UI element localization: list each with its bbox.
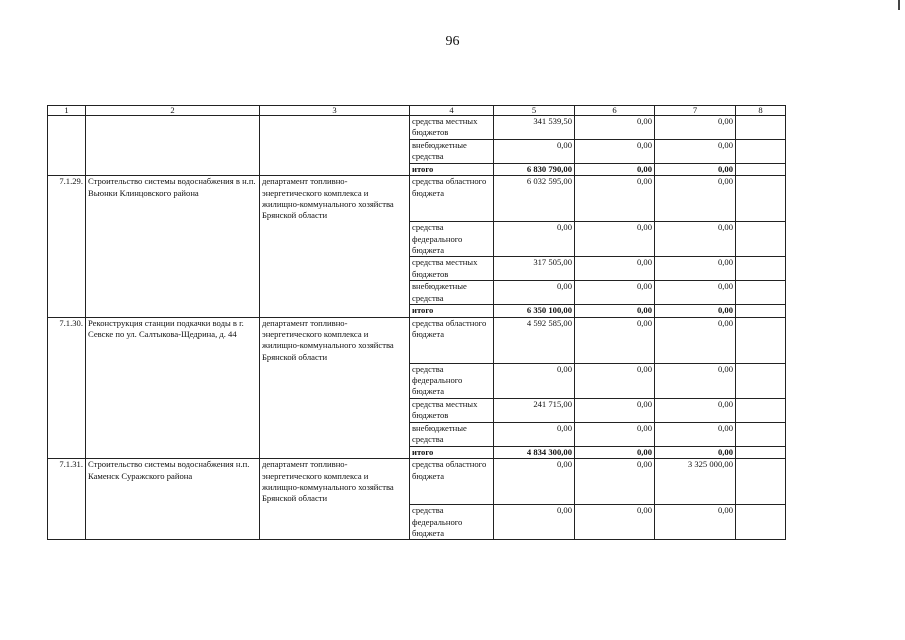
amount-col6: 0,00 [575,139,655,163]
amount-col5: 0,00 [494,363,575,398]
header-cell: 3 [260,106,410,116]
project-name [86,116,260,176]
amount-col6: 0,00 [575,116,655,140]
amount-col6: 0,00 [575,163,655,175]
project-name: Строительство системы водоснабжения н.п. Каменск Суражского района [86,459,260,540]
amount-col7: 0,00 [655,422,736,446]
project-name: Строительство системы водоснабжения в н.п. Вьюнки Клинцовского района [86,176,260,317]
amount-col5: 6 350 100,00 [494,305,575,317]
amount-col8 [736,505,786,540]
amount-col6: 0,00 [575,505,655,540]
amount-col5: 0,00 [494,459,575,505]
amount-col8 [736,163,786,175]
amount-col5: 241 715,00 [494,398,575,422]
project-executor: департамент топливно-энергетического комплекса и жилищно-коммунального хозяйства Брянской области [260,459,410,540]
amount-col8 [736,363,786,398]
funding-source: средства федерального бюджета [410,505,494,540]
amount-col8 [736,422,786,446]
amount-col6: 0,00 [575,459,655,505]
amount-col5: 0,00 [494,505,575,540]
amount-col8 [736,222,786,257]
header-cell: 6 [575,106,655,116]
amount-col7: 0,00 [655,257,736,281]
amount-col6: 0,00 [575,222,655,257]
header-cell: 1 [48,106,86,116]
table-row [48,459,786,505]
amount-col7: 0,00 [655,116,736,140]
funding-source: средства местных бюджетов [410,398,494,422]
funding-source: средства областного бюджета [410,459,494,505]
table-row [48,317,786,363]
amount-col6: 0,00 [575,446,655,458]
amount-col5: 0,00 [494,422,575,446]
amount-col7: 0,00 [655,305,736,317]
table-row [48,116,786,140]
amount-col7: 0,00 [655,398,736,422]
project-name: Реконструкция станции подкачки воды в г. Севске по ул. Салтыкова-Щедрина, д. 44 [86,317,260,458]
amount-col7: 0,00 [655,446,736,458]
header-cell: 5 [494,106,575,116]
amount-col6: 0,00 [575,176,655,222]
amount-col5: 0,00 [494,281,575,305]
header-cell: 4 [410,106,494,116]
amount-col6: 0,00 [575,317,655,363]
amount-col5: 341 539,50 [494,116,575,140]
amount-col8 [736,446,786,458]
header-cell: 2 [86,106,260,116]
funding-source: средства местных бюджетов [410,257,494,281]
amount-col6: 0,00 [575,422,655,446]
funding-source: средства областного бюджета [410,176,494,222]
funding-source: внебюджетные средства [410,422,494,446]
amount-col5: 6 830 790,00 [494,163,575,175]
project-executor: департамент топливно-энергетического комплекса и жилищно-коммунального хозяйства Брянской области [260,176,410,317]
amount-col5: 0,00 [494,222,575,257]
amount-col6: 0,00 [575,398,655,422]
project-executor: департамент топливно-энергетического комплекса и жилищно-коммунального хозяйства Брянской области [260,317,410,458]
budget-table [47,105,786,540]
header-cell: 7 [655,106,736,116]
project-code: 7.1.31. [48,459,86,540]
amount-col7: 0,00 [655,139,736,163]
funding-source: итого [410,446,494,458]
funding-source: итого [410,163,494,175]
scan-mark [898,0,900,10]
amount-col7: 0,00 [655,505,736,540]
amount-col6: 0,00 [575,281,655,305]
amount-col5: 4 834 300,00 [494,446,575,458]
funding-source: средства федерального бюджета [410,363,494,398]
page-number: 96 [445,34,460,49]
funding-source: средства областного бюджета [410,317,494,363]
funding-source: средства федерального бюджета [410,222,494,257]
amount-col5: 6 032 595,00 [494,176,575,222]
funding-source: итого [410,305,494,317]
amount-col8 [736,257,786,281]
amount-col6: 0,00 [575,305,655,317]
amount-col6: 0,00 [575,363,655,398]
amount-col5: 317 505,00 [494,257,575,281]
amount-col7: 0,00 [655,163,736,175]
funding-source: внебюджетные средства [410,281,494,305]
executor [260,116,410,176]
table-row [48,176,786,222]
amount-col7: 0,00 [655,281,736,305]
funding-source: средства местных бюджетов [410,116,494,140]
amount-col8 [736,139,786,163]
amount-col8 [736,459,786,505]
amount-col7: 0,00 [655,363,736,398]
header-row [48,106,786,116]
amount-col6: 0,00 [575,257,655,281]
header-cell: 8 [736,106,786,116]
amount-col8 [736,116,786,140]
amount-col8 [736,398,786,422]
amount-col8 [736,317,786,363]
amount-col5: 0,00 [494,139,575,163]
amount-col5: 4 592 585,00 [494,317,575,363]
code-cell [48,116,86,176]
funding-source: внебюджетные средства [410,139,494,163]
project-code: 7.1.30. [48,317,86,458]
amount-col8 [736,305,786,317]
amount-col7: 0,00 [655,176,736,222]
amount-col7: 3 325 000,00 [655,459,736,505]
project-code: 7.1.29. [48,176,86,317]
amount-col7: 0,00 [655,222,736,257]
amount-col8 [736,176,786,222]
amount-col8 [736,281,786,305]
amount-col7: 0,00 [655,317,736,363]
